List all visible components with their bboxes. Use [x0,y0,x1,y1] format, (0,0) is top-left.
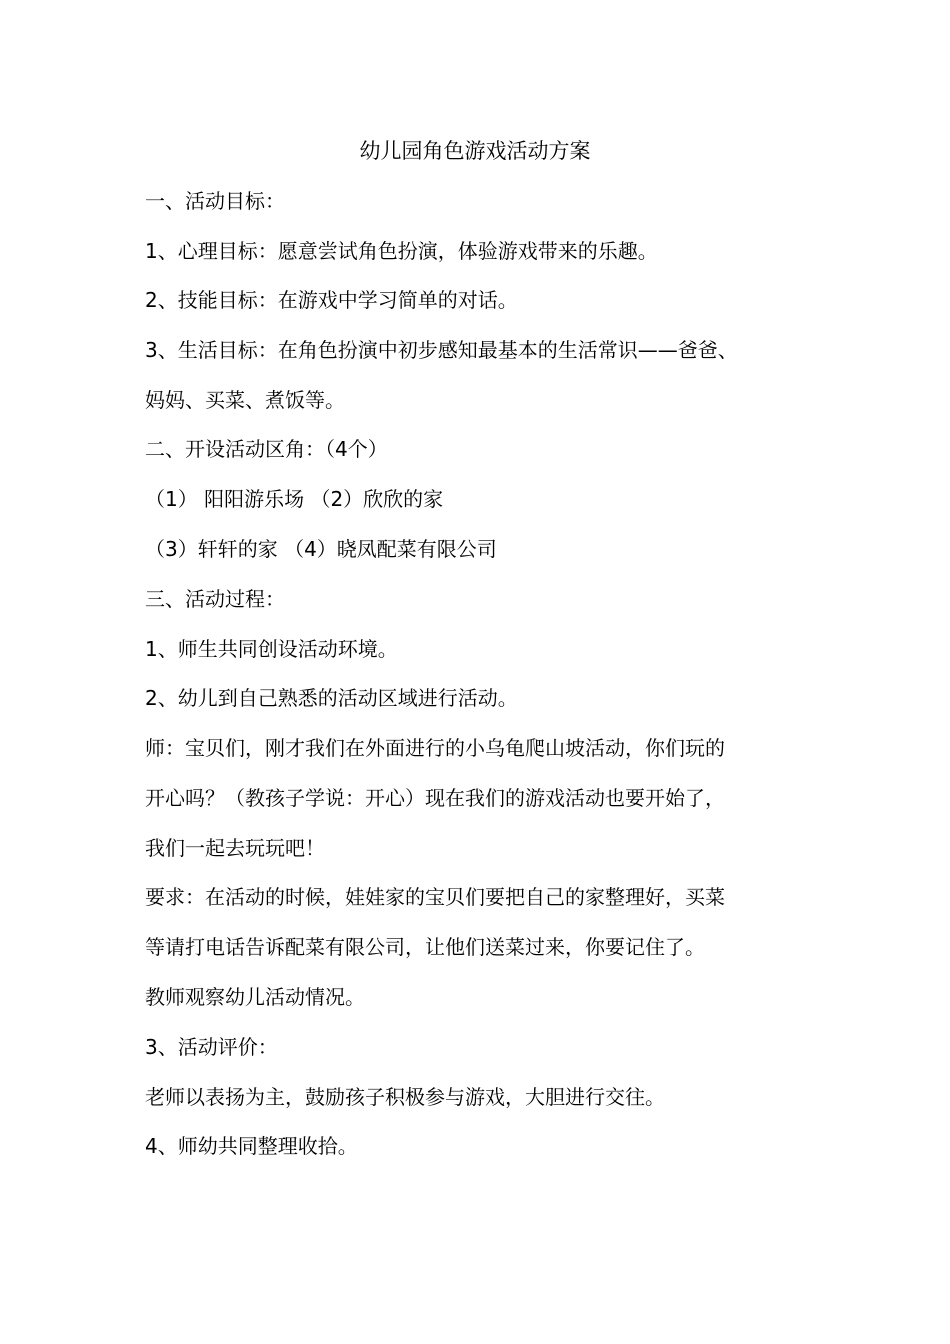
section-heading-process: 三、活动过程： [145,587,285,611]
goal-item-skills: 2、技能目标：在游戏中学习简单的对话。 [145,288,518,312]
section-heading-goals: 一、活动目标： [145,189,285,213]
observation-line: 教师观察幼儿活动情况。 [145,985,365,1009]
evaluation-line: 老师以表扬为主，鼓励孩子积极参与游戏，大胆进行交往。 [145,1085,665,1109]
requirement-line-1: 要求：在活动的时候，娃娃家的宝贝们要把自己的家整理好，买菜 [145,885,725,909]
goal-item-psychology: 1、心理目标：愿意尝试角色扮演，体验游戏带来的乐趣。 [145,239,658,263]
goal-item-life: 3、生活目标：在角色扮演中初步感知最基本的生活常识——爸爸、 [145,338,738,362]
teacher-speech-line-2: 开心吗？（教孩子学说：开心）现在我们的游戏活动也要开始了， [145,786,725,810]
process-step-3: 3、活动评价： [145,1035,278,1059]
teacher-speech-line-3: 我们一起去玩玩吧！ [145,836,325,860]
process-step-1: 1、师生共同创设活动环境。 [145,637,398,661]
section-heading-areas: 二、开设活动区角：（4个） [145,437,388,461]
process-step-4: 4、师幼共同整理收拾。 [145,1134,358,1158]
area-list-line-2: （3）轩轩的家 （4）晓凤配菜有限公司 [145,537,497,561]
document-title: 幼儿园角色游戏活动方案 [359,139,591,163]
process-step-2: 2、幼儿到自己熟悉的活动区域进行活动。 [145,686,518,710]
requirement-line-2: 等请打电话告诉配菜有限公司，让他们送菜过来，你要记住了。 [145,935,705,959]
area-list-line-1: （1） 阳阳游乐场 （2）欣欣的家 [145,487,444,511]
goal-item-life-continued: 妈妈、买菜、煮饭等。 [145,388,345,412]
teacher-speech-line-1: 师：宝贝们，刚才我们在外面进行的小乌龟爬山坡活动，你们玩的 [145,736,725,760]
